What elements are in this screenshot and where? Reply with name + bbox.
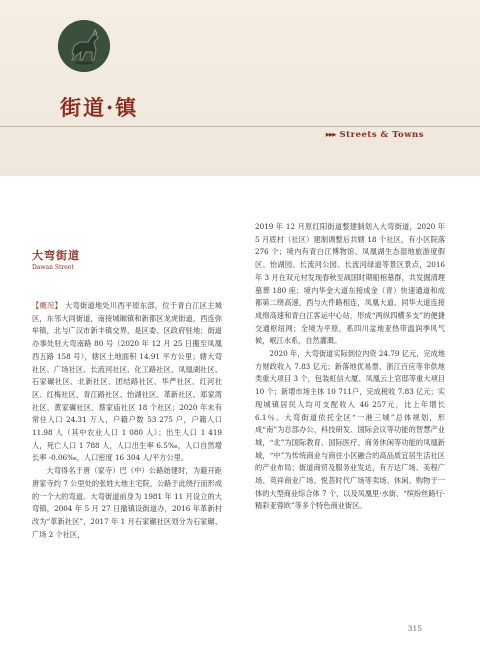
overview-paragraph	[32, 300, 222, 465]
section-title: 街道·镇	[60, 95, 139, 120]
header-divider	[0, 126, 480, 127]
header-band	[0, 0, 480, 176]
left-column	[32, 300, 222, 541]
triple-arrow-icon: ▸▸▸	[325, 130, 336, 140]
continuation-paragraph: 2019 年 12 月原红阳街道整建制划入大弯街道，2020 年 5 月底村（社区）建制调整后共辖 18 个社区，有小区院落 276 个；境内有青白江博物馆、凤凰湖生态湿地旅游度假区、怡湖园、长流河公园、长流河绿道等景区景点，2016 年 3 月在双元村发现春秋至战国时期船棺墓群，共发掘清理墓葬 180 座；境内华金大道东接成金（青）快速通道和成都第二绕高速，西与大件路相连，凤凰大道、同华大道连接成绵高速和青白江客运中心站，形成“两纵四横多支”的便捷交通枢纽网；全境为平原，系四川盆地亚热带温润季风气候，岷江水系，自然灌溉。	[255, 222, 445, 346]
horse-icon	[58, 20, 110, 72]
overview-text: 大弯街道地处川西平原东部，位于青白江区主城区，东邻大同街道，南接城厢镇和新都区龙虎街道，西连弥牟镇，北与广汉市新丰镇交界，是区委、区政府驻地；街道办事处驻大弯南路 80 号（2020 年 12 月 25 日搬至凤凰西五路 158 号），辖区土地面积 14.91 平方公里；辖大弯社区、广场社区、长流河社区、化工路社区、凤凰湖社区、石家碾社区、北新社区、团结路社区、华严社区、红河社区、红梅社区、青江路社区、怡湖社区、革新社区、郑家湾社区、黄家碾社区、蔡家庙社区 18 个社区；2020 年末有常住人口 24.31 万人，户籍户数 53 275 户，户籍人口 11.98 人（其中农业人口 1 080 人）；出生人口 1 419 人，死亡人口 1 788 人，人口出生率 6.5‰，人口自然增长率 -0.06‰，人口密度 16 304 人/平方公里。	[32, 301, 222, 463]
overview-tag: 【概况】	[32, 301, 62, 310]
right-column	[255, 221, 445, 513]
section-subtitle	[326, 130, 424, 140]
economy-paragraph: 2020 年，大弯街道实际到位内资 24.79 亿元，完成地方财政收入 7.83 亿元；新落地优易票、浙江百应等非供地类重大项目 3 个，包装虹信大厦、凤凰云上官邸等重大项目 10 个；新增市场主体 10 711户，完成税收 7.83 亿元；实现城镇居民人均可支配收入 46 257元，比上年增长 6.1％。大弯街道依托全区“一港三城”总体规划，形成“南”为总部办公、科技研发、国际会议等功能的智慧产业城，“北”为国际教育、国际医疗、商务休闲等功能的凤凰新城，“中”为传统商业与商住小区融合的高品质宜居生活社区的产业布局；街道商贸及服务业发达，有万达广场、美程广场、英祥商业广场、悦荟时代广场等卖场、休闲、购物于一体的大型商业综合体 7 个，以及凤凰里·水街、“缤纷丝路行·精彩亚蓉欧”等多个特色商业街区。	[255, 349, 445, 511]
section-subtitle-text: Streets & Towns	[339, 130, 424, 140]
street-title-en: Dawan Street	[32, 264, 74, 271]
bronze-horse-emblem-icon	[58, 20, 110, 72]
street-title: 大弯街道	[32, 249, 80, 262]
history-paragraph: 大弯得名于唐（家寺）巴（中）公路始建时，为避开距唐家寺约 7 公里处的张姓大地主宅院，公路于此绕行而形成的一个大的弯道。大弯街道前身为 1981 年 11 月设立的大弯镇，2004 年 5 月 27 日撤镇设街道办，2016 年革新村改为“革新社区”，2017 年 1 月石家碾社区划分为石家碾、广场 2 个社区，	[32, 466, 222, 539]
page-number: 315	[407, 624, 422, 633]
